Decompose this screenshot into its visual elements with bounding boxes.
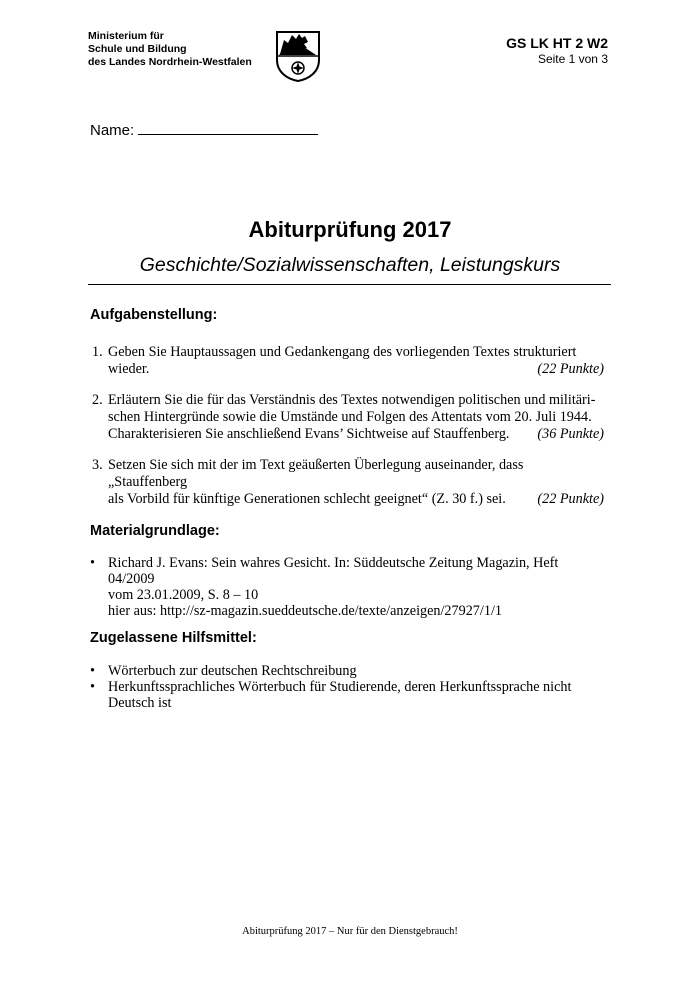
aid-line: Herkunftssprachliches Wörterbuch für Studierende, deren Herkunftssprache nicht xyxy=(108,679,572,695)
task-list xyxy=(90,344,604,522)
task-line: Charakterisieren Sie anschließend Evans’ Sichtweise auf Stauffenberg. xyxy=(108,426,510,442)
list-item xyxy=(90,555,604,619)
divider xyxy=(88,284,611,285)
aid-line: Wörterbuch zur deutschen Rechtschreibung xyxy=(108,663,357,679)
task-line: Erläutern Sie die für das Verständnis des Textes notwendigen politischen und militäri- xyxy=(108,392,596,408)
ministry-line: Ministerium für xyxy=(88,30,164,42)
exam-code-block xyxy=(506,34,608,67)
task-line: Setzen Sie sich mit der im Text geäußerten Überlegung auseinander, dass „Stauffenberg xyxy=(108,457,524,490)
name-label: Name: xyxy=(90,122,135,139)
material-line: Richard J. Evans: Sein wahres Gesicht. In: Süddeutsche Zeitung Magazin, Heft 04/2009 xyxy=(108,555,559,587)
aid-line: Deutsch ist xyxy=(108,695,172,711)
material-line: hier aus: http://sz-magazin.sueddeutsche.de/texte/anzeigen/27927/1/1 xyxy=(108,603,502,619)
task-points: (22 Punkte) xyxy=(537,491,604,507)
task-points: (36 Punkte) xyxy=(537,426,604,442)
task-number: 2. xyxy=(92,392,103,408)
bullet-icon: • xyxy=(90,555,95,571)
material-line: vom 23.01.2009, S. 8 – 10 xyxy=(108,587,259,603)
list-item xyxy=(90,663,604,679)
ministry-line: Schule und Bildung xyxy=(88,43,187,55)
task-line: Geben Sie Hauptaussagen und Gedankengang des vorliegenden Textes strukturiert xyxy=(108,344,577,360)
exam-code: GS LK HT 2 W2 xyxy=(506,35,608,51)
task-line: schen Hintergründe sowie die Umstände und Folgen des Attentats vom 20. Juli 1944. xyxy=(108,409,592,425)
nrw-coat-of-arms-icon xyxy=(274,30,322,82)
bullet-icon: • xyxy=(90,679,95,695)
aids-heading: Zugelassene Hilfsmittel: xyxy=(90,630,257,646)
aids-list xyxy=(90,663,604,711)
task-points: (22 Punkte) xyxy=(537,361,604,377)
page-number: Seite 1 von 3 xyxy=(537,52,608,66)
task-number: 1. xyxy=(92,344,103,360)
task-number: 3. xyxy=(92,457,103,473)
ministry-name xyxy=(88,30,252,69)
page-subtitle: Geschichte/Sozialwissenschaften, Leistungskurs xyxy=(139,254,561,276)
list-item xyxy=(90,679,604,711)
tasks-heading: Aufgabenstellung: xyxy=(90,307,218,323)
task-line: als Vorbild für künftige Generationen schlecht geeignet“ (Z. 30 f.) sei. xyxy=(108,491,506,507)
task-line: wieder. xyxy=(108,361,150,377)
material-list xyxy=(90,555,604,619)
task-item xyxy=(90,344,604,378)
page-title: Abiturprüfung 2017 xyxy=(248,217,452,242)
name-field xyxy=(90,120,318,139)
ministry-line: des Landes Nordrhein-Westfalen xyxy=(88,56,252,68)
material-heading: Materialgrundlage: xyxy=(90,523,220,539)
bullet-icon: • xyxy=(90,663,95,679)
page-footer: Abiturprüfung 2017 – Nur für den Dienstgebrauch! xyxy=(242,926,458,937)
task-item xyxy=(90,392,604,443)
name-blank-line xyxy=(138,120,318,135)
task-item xyxy=(90,457,604,508)
